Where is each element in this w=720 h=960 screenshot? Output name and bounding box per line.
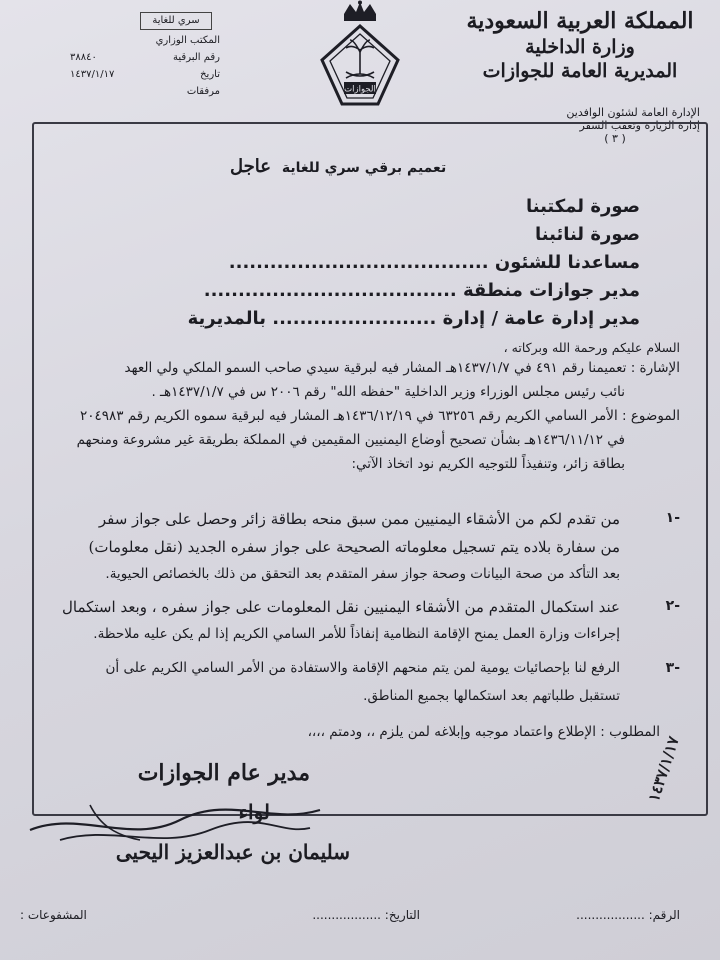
addressee-line: مساعدنا للشئون ...................................... (228, 252, 640, 273)
item-line: إجراءات وزارة العمل يمنح الإقامة النظامية إنفاذاً للأمر السامي الكريم إذا لم يكن عليه ملاحظة. (93, 626, 620, 642)
ministry-name: وزارة الداخلية (525, 36, 635, 58)
greeting: السلام عليكم ورحمة الله وبركاته ، (503, 340, 680, 355)
meta-row (70, 32, 220, 49)
margin-date: ١٤٣٧/١/١٧ (644, 734, 683, 804)
attachments-label: المشفوعات : (20, 908, 87, 922)
emblem-label: الجوازات (344, 84, 376, 95)
addressee-line: صورة لنائبنا (534, 224, 640, 245)
meta-value: ٣٨٨٤٠ (70, 52, 97, 63)
passports-emblem (300, 0, 420, 112)
subject-line: بطاقة زائر، وتنفيذاً للتوجيه الكريم نود اتخاذ الآتي: (351, 456, 625, 472)
meta-value: ١٤٣٧/١/١٧ (70, 69, 115, 80)
meta-row (70, 49, 220, 66)
secret-label: سري للغاية (140, 12, 212, 30)
letterhead (460, 8, 700, 145)
meta-row (70, 83, 220, 100)
item-line: من تقدم لكم من الأشقاء اليمنيين ممن سبق منحه بطاقة زائر وحصل على جواز سفر (98, 510, 620, 528)
footer-number: الرقم: .................. (576, 908, 680, 922)
meta-label: مرفقات (186, 86, 220, 97)
footer-attachments (20, 908, 87, 922)
addressee-line: مدير إدارة عامة / إدارة ........................ بالمديرية (187, 308, 640, 329)
sub-department-line-1: الإدارة العامة لشئون الوافدين (566, 106, 700, 119)
required-line: المطلوب : الإطلاع واعتماد موجبه وإبلاغه لمن يلزم ،، ودمتم ،،،، (307, 724, 660, 740)
item-line: عند استكمال المتقدم من الأشقاء اليمنيين نقل المعلومات على جواز سفره ، وبعد استكمال (61, 598, 620, 616)
subject-line: الموضوع : الأمر السامي الكريم رقم ٦٣٢٥٦ في ١٤٣٦/١٢/١٩هـ المشار فيه لبرقية سموه الكريم رقم ٢٠٤٩٨٣ (80, 408, 680, 424)
addressee-line: مدير جوازات منطقة ..................................... (203, 280, 640, 301)
margin-note (640, 720, 700, 820)
item-line: من سفارة بلاده يتم تسجيل معلوماته الصحيحة على جواز سفره الجديد (نقل معلومات) (88, 538, 620, 556)
item-line: الرفع لنا بإحصائيات يومية لمن يتم منحهم الإقامة والاستفادة من الأمر السامي الكريم على أن (105, 660, 620, 676)
meta-label: تاريخ (200, 69, 220, 80)
item-number: ١- (665, 510, 680, 526)
document-title (230, 156, 446, 177)
item-number: ٣- (665, 660, 680, 676)
sub-department-line-2: إدارة الزيارة وتعقب السفر (579, 119, 700, 132)
title-text: تعميم برقي سري للغاية (281, 160, 447, 176)
signature-rank: لواء (238, 800, 270, 824)
item-line: تستقبل طلباتهم بعد استكمالها بجميع المناطق. (363, 688, 620, 704)
signature-position: مدير عام الجوازات (137, 760, 310, 786)
item-number: ٢- (665, 598, 680, 614)
meta-label: رقم البرقية (173, 52, 220, 63)
reference-line: الإشارة : تعميمنا رقم ٤٩١ في ١٤٣٧/١/٧هـ المشار فيه لبرقية سيدي صاحب السمو الملكي ولي العهد (124, 360, 680, 376)
kingdom-name: المملكة العربية السعودية (466, 8, 694, 34)
subject-line: في ١٤٣٦/١١/١٢هـ بشأن تصحيح أوضاع اليمنيين المقيمين في المملكة بطريقة غير مشروعة ومنحهم (76, 432, 625, 448)
directorate-name: المديرية العامة للجوازات (482, 60, 678, 82)
sub-department-number: ( ٣ ) (604, 132, 626, 145)
reference-line: نائب رئيس مجلس الوزراء وزير الداخلية "حفظه الله" رقم ٢٠٠٦ س في ١٤٣٧/١/٧هـ . (151, 384, 625, 400)
signature-name: سليمان بن عبدالعزيز اليحيى (115, 840, 350, 864)
crown-icon (344, 1, 376, 22)
urgent-handwritten: عاجل (230, 156, 271, 177)
item-line: بعد التأكد من صحة البيانات وصحة جواز سفر المتقدم بعد التحقق من ذلك بالخصائص الحيوية. (105, 566, 620, 582)
footer-date: التاريخ: .................. (312, 908, 420, 922)
number-label: الرقم: (648, 908, 680, 922)
addressee-line: صورة لمكتبنا (525, 196, 640, 217)
palm-swords-icon (346, 40, 374, 78)
meta-row (70, 66, 220, 83)
meta-label: المكتب الوزاري (155, 35, 220, 46)
date-label: التاريخ: (384, 908, 420, 922)
